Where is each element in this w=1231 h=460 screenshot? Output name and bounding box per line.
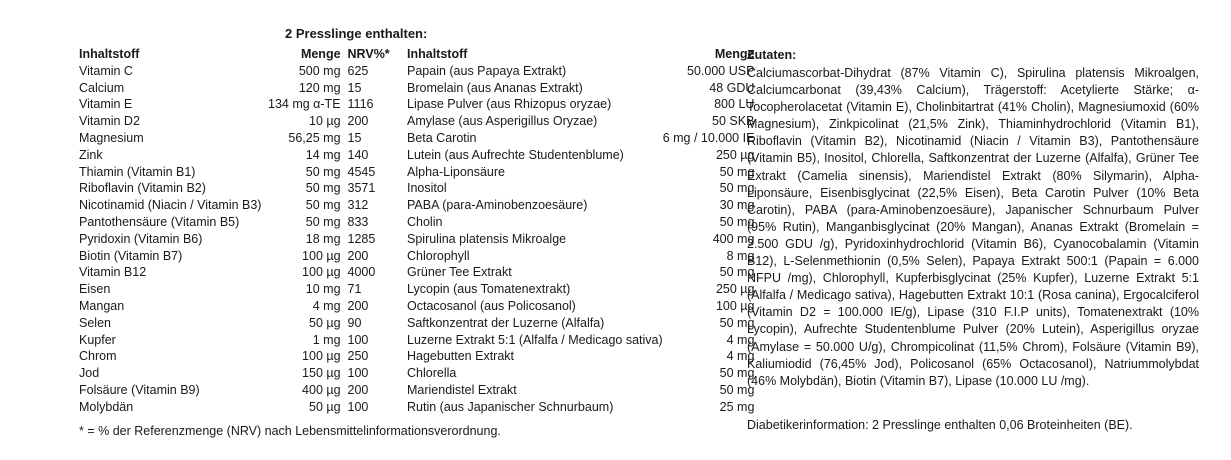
- cell-ingredient: Spirulina platensis Mikroalge: [407, 231, 567, 246]
- table-row: [407, 332, 754, 349]
- table-row: [79, 180, 398, 197]
- cell-amount: 100 µg: [302, 248, 341, 263]
- cell-amount: 50 mg: [719, 315, 755, 330]
- table-row: [79, 382, 398, 399]
- table-row: [407, 281, 754, 298]
- cell-nrv: 1116: [347, 97, 374, 112]
- table-row: [79, 399, 398, 416]
- cell-nrv: 90: [347, 315, 362, 330]
- cell-amount: 50.000 USP: [687, 63, 755, 78]
- cell-amount: 250 µg: [715, 147, 755, 162]
- cell-ingredient: Selen: [79, 315, 111, 330]
- cell-amount: 50 mg: [719, 181, 755, 196]
- cell-nrv: 250: [347, 349, 369, 364]
- cell-ingredient: Thiamin (Vitamin B1): [79, 164, 196, 179]
- cell-amount: 134 mg α-TE: [268, 97, 341, 112]
- cell-ingredient: Papain (aus Papaya Extrakt): [407, 63, 567, 78]
- serving-heading: 2 Presslinge enthalten:: [285, 26, 428, 41]
- cell-nrv: 15: [347, 130, 362, 145]
- cell-ingredient: PABA (para-Aminobenzoesäure): [407, 198, 588, 213]
- cell-ingredient: Vitamin C: [79, 63, 133, 78]
- cell-nrv: 200: [347, 382, 369, 397]
- cell-ingredient: Inositol: [407, 181, 447, 196]
- column-header-name: Inhaltstoff: [79, 47, 140, 61]
- table-row: [407, 147, 754, 164]
- cell-amount: 100 µg: [302, 349, 341, 364]
- cell-ingredient: Vitamin E: [79, 97, 133, 112]
- cell-amount: 50 mg: [305, 198, 341, 213]
- cell-nrv: 71: [347, 282, 362, 297]
- cell-ingredient: Lipase Pulver (aus Rhizopus oryzae): [407, 97, 612, 112]
- table-row: [407, 248, 754, 265]
- cell-amount: 50 µg: [309, 315, 341, 330]
- table-row: [79, 231, 398, 248]
- cell-nrv: 1285: [347, 231, 376, 246]
- cell-amount: 50 mg: [305, 214, 341, 229]
- table-row: [79, 281, 398, 298]
- table-row: [79, 164, 398, 181]
- table-row: [407, 231, 754, 248]
- cell-ingredient: Vitamin D2: [79, 114, 140, 129]
- cell-ingredient: Vitamin B12: [79, 265, 147, 280]
- cell-ingredient: Chrom: [79, 349, 117, 364]
- cell-ingredient: Chlorella: [407, 366, 457, 381]
- cell-nrv: 3571: [347, 181, 376, 196]
- cell-nrv: 100: [347, 332, 369, 347]
- diabetic-info: Diabetikerinformation: 2 Presslinge enthalten 0,06 Broteinheiten (BE).: [747, 418, 1133, 432]
- cell-nrv: 4545: [347, 164, 376, 179]
- table-row: [79, 248, 398, 265]
- table-row: [79, 130, 398, 147]
- table-row: [79, 197, 398, 214]
- cell-nrv: 625: [347, 63, 369, 78]
- cell-amount: 56,25 mg: [288, 130, 341, 145]
- cell-ingredient: Molybdän: [79, 399, 134, 414]
- cell-ingredient: Lutein (aus Aufrechte Studentenblume): [407, 147, 624, 162]
- table-row: [407, 298, 754, 315]
- cell-ingredient: Alpha-Liponsäure: [407, 164, 505, 179]
- cell-amount: 18 mg: [305, 231, 341, 246]
- cell-amount: 150 µg: [302, 366, 341, 381]
- cell-amount: 100 µg: [715, 298, 755, 313]
- cell-amount: 30 mg: [719, 198, 755, 213]
- table-row: [79, 264, 398, 281]
- cell-ingredient: Amylase (aus Asperigillus Oryzae): [407, 114, 598, 129]
- nutrient-table-left: [79, 46, 398, 416]
- cell-nrv: 200: [347, 114, 369, 129]
- cell-amount: 800 LU: [714, 97, 755, 112]
- table-row: [407, 264, 754, 281]
- cell-ingredient: Kupfer: [79, 332, 116, 347]
- column-header-nrv: NRV%*: [347, 47, 390, 61]
- cell-amount: 50 mg: [305, 181, 341, 196]
- table-row: [79, 147, 398, 164]
- nutrient-table-right: [407, 46, 754, 416]
- table-header-row: [79, 46, 398, 63]
- table-row: [407, 80, 754, 97]
- cell-amount: 400 µg: [302, 382, 341, 397]
- cell-ingredient: Rutin (aus Japanischer Schnurbaum): [407, 399, 614, 414]
- table-row: [407, 130, 754, 147]
- cell-ingredient: Zink: [79, 147, 103, 162]
- cell-amount: 6 mg / 10.000 IE: [662, 130, 755, 145]
- cell-ingredient: Pyridoxin (Vitamin B6): [79, 231, 203, 246]
- cell-nrv: 312: [347, 198, 369, 213]
- cell-ingredient: Saftkonzentrat der Luzerne (Alfalfa): [407, 315, 605, 330]
- table-row: [407, 113, 754, 130]
- cell-ingredient: Eisen: [79, 282, 111, 297]
- table-row: [79, 113, 398, 130]
- cell-amount: 50 mg: [305, 164, 341, 179]
- cell-amount: 500 mg: [298, 63, 341, 78]
- table-row: [79, 348, 398, 365]
- cell-amount: 250 µg: [715, 282, 755, 297]
- table-row: [79, 80, 398, 97]
- table-row: [79, 332, 398, 349]
- cell-ingredient: Grüner Tee Extrakt: [407, 265, 512, 280]
- table-row: [79, 214, 398, 231]
- table-row: [407, 164, 754, 181]
- cell-amount: 8 mg: [726, 248, 755, 263]
- cell-nrv: 100: [347, 399, 369, 414]
- table-row: [79, 298, 398, 315]
- column-header-amount: Menge: [714, 47, 755, 61]
- table-row: [407, 180, 754, 197]
- nrv-footnote: * = % der Referenzmenge (NRV) nach Lebensmittelinformationsverordnung.: [79, 424, 501, 438]
- table-header-row: [407, 46, 754, 63]
- cell-ingredient: Biotin (Vitamin B7): [79, 248, 183, 263]
- cell-amount: 50 mg: [719, 214, 755, 229]
- table-row: [407, 315, 754, 332]
- cell-ingredient: Magnesium: [79, 130, 144, 145]
- cell-nrv: 15: [347, 80, 362, 95]
- ingredients-text: Calciumascorbat-Dihydrat (87% Vitamin C), Spirulina platensis Mikroalgen, Calciumcarbonat (39,43% Calcium), Trägerstoff: Acetylierte Stärke; α-Tocopherolacetat (Vitamin E), Cholinbitartrat (41% Cholin), Magnesiumoxid (60% Magnesium), Zinkpicolinat (21,5% Zink), Thiaminhydrochlorid (Vitamin B1), Riboflavin (Vitamin B2), Nicotinamid (Niacin / Vitamin B3), Pantothensäure (Vitamin B5), Inositol, Chlorella, Saftkonzentrat der Luzerne (Alfalfa), Grüner Tee Extrakt (Camelia sinensis), Mariendistel Extrakt (80% Silymarin), Alpha-Liponsäure, Eisenbisglycinat (22,5% Eisen), Beta Carotin Pulver (10% Beta Carotin), PABA (para-Aminobenzoesäure), Japanischer Schnurbaum Pulver (95% Rutin), Manganbisglycinat (20% Mangan), Ananas Extrakt (Bromelain = 2.500 GDU /g), Pyridoxinhydrochlorid (Vitamin B6), Cyanocobalamin (Vitamin B12), L-Selenmethionin (0,5% Selen), Papaya Extrakt 500:1 (Papain = 6.000 NFPU /mg), Chlorophyll, Kupferbisglycinat (25% Kupfer), Luzerne Extrakt 5:1 (Alfalfa / Medicago sativa), Hagebutten Extrakt 10:1 (Rosa canina), Ergocalciferol (Vitamin D2 = 100.000 IE/g), Lipase (310 F.I.P units), Tomatenextrakt (10% Lycopin), Aufrechte Studentenblume Pulver (20% Lutein), Asperigillus oryzae (Amylase = 50.000 U/g), Chrompicolinat (11,5% Chrom), Folsäure (Vitamin B9), Kaliumiodid (76,45% Jod), Policosanol (65% Octacosanol), Natriummolybdat (46% Molybdän), Biotin (Vitamin B7), Lipase (10.000 LU /mg).: [747, 66, 1199, 388]
- cell-amount: 100 µg: [302, 265, 341, 280]
- cell-ingredient: Nicotinamid (Niacin / Vitamin B3): [79, 198, 262, 213]
- cell-ingredient: Luzerne Extrakt 5:1 (Alfalfa / Medicago sativa): [407, 332, 663, 347]
- column-header-amount: Menge: [300, 47, 341, 61]
- cell-amount: 50 SKB: [712, 114, 755, 129]
- cell-ingredient: Octacosanol (aus Policosanol): [407, 298, 576, 313]
- cell-nrv: 200: [347, 248, 369, 263]
- cell-nrv: 100: [347, 366, 369, 381]
- table-row: [407, 63, 754, 80]
- table-row: [407, 197, 754, 214]
- cell-amount: 25 mg: [719, 399, 755, 414]
- table-row: [79, 365, 398, 382]
- cell-nrv: 140: [347, 147, 369, 162]
- cell-nrv: 833: [347, 214, 369, 229]
- table-row: [79, 315, 398, 332]
- cell-amount: 50 mg: [719, 164, 755, 179]
- cell-amount: 50 mg: [719, 265, 755, 280]
- table-row: [407, 96, 754, 113]
- cell-nrv: 200: [347, 298, 369, 313]
- cell-amount: 4 mg: [726, 332, 755, 347]
- ingredients-title: Zutaten:: [747, 48, 797, 62]
- cell-ingredient: Chlorophyll: [407, 248, 470, 263]
- cell-amount: 120 mg: [298, 80, 341, 95]
- cell-amount: 4 mg: [726, 349, 755, 364]
- cell-ingredient: Mangan: [79, 298, 125, 313]
- cell-ingredient: Bromelain (aus Ananas Extrakt): [407, 80, 583, 95]
- cell-amount: 400 mg: [712, 231, 755, 246]
- cell-amount: 10 mg: [305, 282, 341, 297]
- cell-ingredient: Folsäure (Vitamin B9): [79, 382, 200, 397]
- cell-amount: 14 mg: [305, 147, 341, 162]
- cell-nrv: 4000: [347, 265, 376, 280]
- table-row: [79, 96, 398, 113]
- cell-ingredient: Hagebutten Extrakt: [407, 349, 515, 364]
- cell-amount: 50 mg: [719, 366, 755, 381]
- cell-ingredient: Lycopin (aus Tomatenextrakt): [407, 282, 571, 297]
- column-header-name: Inhaltstoff: [407, 47, 468, 61]
- cell-amount: 48 GDU: [709, 80, 755, 95]
- table-row: [407, 348, 754, 365]
- cell-ingredient: Calcium: [79, 80, 125, 95]
- cell-amount: 1 mg: [312, 332, 341, 347]
- table-row: [407, 399, 754, 416]
- cell-ingredient: Beta Carotin: [407, 130, 477, 145]
- table-row: [407, 382, 754, 399]
- cell-ingredient: Riboflavin (Vitamin B2): [79, 181, 206, 196]
- cell-ingredient: Cholin: [407, 214, 443, 229]
- cell-amount: 10 µg: [309, 114, 341, 129]
- cell-ingredient: Pantothensäure (Vitamin B5): [79, 214, 240, 229]
- cell-amount: 50 mg: [719, 382, 755, 397]
- table-row: [79, 63, 398, 80]
- cell-amount: 4 mg: [312, 298, 341, 313]
- cell-amount: 50 µg: [309, 399, 341, 414]
- cell-ingredient: Jod: [79, 366, 100, 381]
- table-row: [407, 365, 754, 382]
- cell-ingredient: Mariendistel Extrakt: [407, 382, 517, 397]
- table-row: [407, 214, 754, 231]
